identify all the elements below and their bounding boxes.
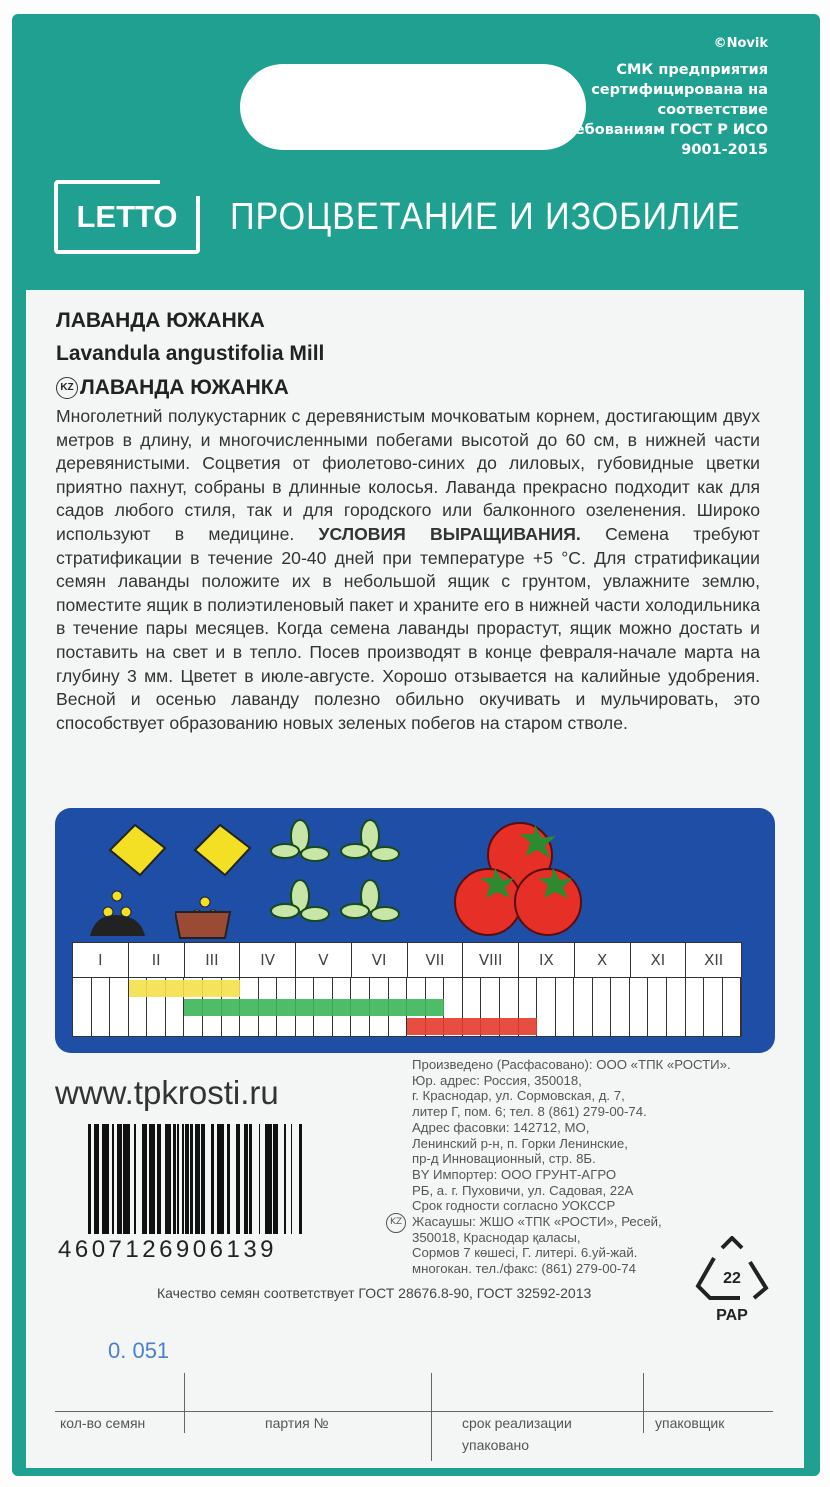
month-VII: VII: [408, 943, 464, 977]
description-text-2: Семена требуют стратификации в течение 20-40 дней при температуре +5 °С. Для стратификации семян лаванды положите их в небольшой ящик с грунтом, увлажните землю, поместите ящик в полиэтиленовый пакет и храните его в нижней части холодильника в течение пары месяцев. Когда семена лаванды прорастут, ящик можно достать и поставить на свет и в тепло. Посев производят в конце февраля-начале марта на глубину 3 мм. Цветет в июле-августе. Хорошо отзывается на калийные удобрения. Весной и осенью лаванду полезно обильно окучивать и мульчировать, это способствует образованию новых зеленых побегов на старом стволе.: [56, 523, 760, 733]
period-bar-sowing-seedlings: [129, 980, 240, 997]
product-name-kz: [56, 376, 289, 400]
stamp-number: 0. 051: [108, 1338, 170, 1363]
packer-label: упаковщик: [655, 1415, 725, 1431]
month-II: II: [129, 943, 185, 977]
decade-cell: [723, 978, 742, 1036]
decade-cell: [704, 978, 723, 1036]
month-V: V: [296, 943, 352, 977]
decade-cell: [574, 978, 593, 1036]
recycle-label: PAP: [716, 1307, 748, 1324]
description-text: Многолетний полукустарник с деревянистым мочковатым корнем, достигающим двух метров в длину, и многочисленными побегами высотой до 60 см, в нижней части деревянистыми. Соцветия от фиолетово-синих до лиловых, губовидные цветки приятно пахнут, собраны в длинные колосья. Лаванда прекрасно подходит как для садов любого стиля, так и для городского или балконного озеленения. Широко используют в медицине.: [56, 406, 760, 544]
seed-quality-gost: Качество семян соответствует ГОСТ 28676.8-90, ГОСТ 32592-2013: [157, 1285, 592, 1301]
kz-badge-icon: KZ: [56, 377, 78, 399]
form-divider: [431, 1373, 432, 1461]
barcode-bar: [302, 1124, 307, 1234]
kz-mark-icon: KZ: [386, 1213, 406, 1233]
recycle-code: 22: [723, 1270, 741, 1287]
product-description: [56, 405, 760, 735]
decade-cell: [537, 978, 556, 1036]
decade-cell: [611, 978, 630, 1036]
product-name-kz-text: ЛАВАНДА ЮЖАНКА: [80, 376, 289, 399]
letto-logo: LETTO: [54, 180, 200, 254]
growing-calendar: [55, 808, 775, 1053]
copyright: ©Novik: [713, 36, 768, 51]
month-header: [73, 943, 741, 978]
barcode-number: 4607126906139: [58, 1236, 278, 1263]
recycle-icon: [692, 1236, 772, 1326]
product-name: ЛАВАНДА ЮЖАНКА: [56, 309, 265, 332]
hang-hole: [240, 64, 586, 150]
website-url[interactable]: www.tpkrosti.ru: [55, 1074, 279, 1111]
calendar-grid: [72, 942, 742, 1037]
period-bar-flowering: [407, 1018, 537, 1035]
month-IV: IV: [240, 943, 296, 977]
month-VIII: VIII: [463, 943, 519, 977]
month-IX: IX: [519, 943, 575, 977]
form-divider: [184, 1373, 185, 1433]
slogan: ПРОЦВЕТАНИЕ И ИЗОБИЛИЕ: [230, 196, 741, 238]
decade-cell: [686, 978, 705, 1036]
packed-label: упаковано: [462, 1437, 530, 1453]
decade-cell: [92, 978, 111, 1036]
month-XI: XI: [631, 943, 687, 977]
producer-info: Произведено (Расфасовано): ООО «ТПК «РОСТИ». Юр. адрес: Россия, 350018, г. Краснодар, ул. Сормовская, д. 7, литер Г, пом. 6; тел. 8 (861) 279-00-74. Адрес фасовки: 142712, МО, Ленинский р-н, п. Горки Ленинские, пр-д Инновационный, стр. 8Б. BY Импортер: ООО ГРУНТ-АГРО РБ, а. г. Пуховичи, ул. Садовая, 22А Срок годности согласно УОКССР Жасаушы: ЖШО «ТПК «РОСТИ», Ресей, 350018, Краснодар қаласы, Сормов 7 көшесі, Г. литері. 6.уй-жай. многокан. тел./факс: (861) 279-00-74: [412, 1057, 731, 1277]
decade-cell: [110, 978, 129, 1036]
decade-cell: [630, 978, 649, 1036]
batch-label: партия №: [265, 1415, 329, 1431]
decade-cell: [556, 978, 575, 1036]
harvest-tomatoes-icon: [450, 820, 590, 945]
month-XII: XII: [704, 951, 724, 969]
decade-cell: [648, 978, 667, 1036]
decade-rows: [73, 978, 741, 1036]
month-VI: VI: [352, 943, 408, 977]
growing-conditions-heading: УСЛОВИЯ ВЫРАЩИВАНИЯ.: [318, 523, 581, 544]
month-X: X: [575, 943, 631, 977]
form-line: [55, 1411, 773, 1412]
expiry-label: срок реализации: [462, 1415, 572, 1431]
decade-cell: [593, 978, 612, 1036]
certification-text: СМК предприятия сертифицирована на соответствие требованиям ГОСТ Р ИСО 9001-2015: [556, 62, 768, 158]
decade-cell: [73, 978, 92, 1036]
seed-count-label: кол-во семян: [60, 1415, 146, 1431]
seedlings-icon: [270, 816, 420, 941]
month-III: III: [185, 943, 241, 977]
month-I: I: [73, 943, 129, 977]
form-divider: [643, 1373, 644, 1433]
period-bar-growing: [184, 999, 444, 1016]
decade-cell: [667, 978, 686, 1036]
product-latin-name: Lavandula angustifolia Mill: [56, 342, 325, 365]
barcode: [88, 1124, 350, 1236]
